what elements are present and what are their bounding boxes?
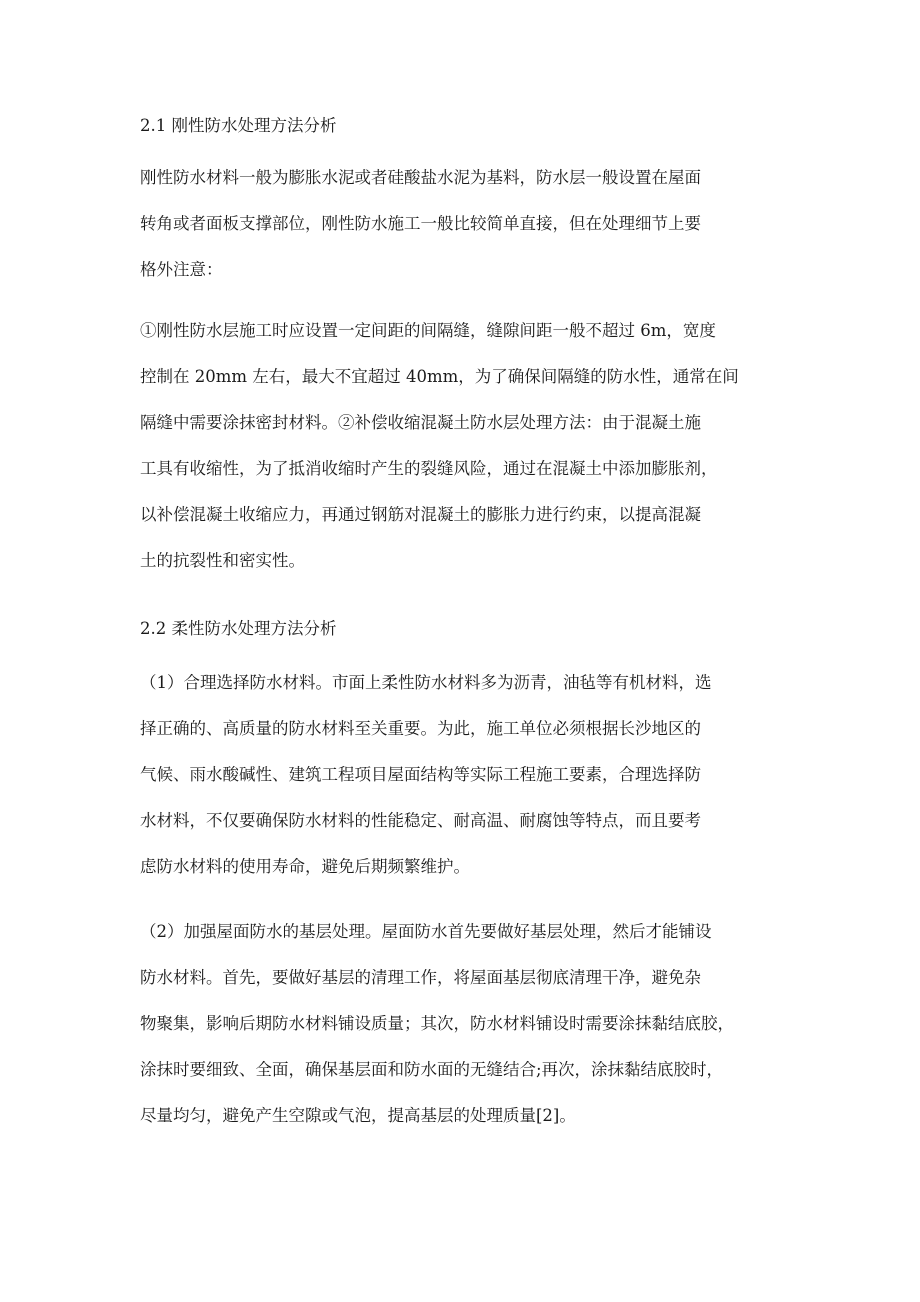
heading-text: 2.2 柔性防水处理方法分析 [140,619,337,638]
paragraph-line: （2）加强屋面防水的基层处理。屋面防水首先要做好基层处理，然后才能铺设 [140,922,712,941]
paragraph-line: 水材料，不仅要确保防水材料的性能稳定、耐高温、耐腐蚀等特点，而且要考 [140,811,701,830]
paragraph-line: 防水材料。首先，要做好基层的清理工作，将屋面基层彻底清理干净，避免杂 [140,968,701,987]
paragraph-line: 工具有收缩性，为了抵消收缩时产生的裂缝风险，通过在混凝土中添加膨胀剂， [140,459,718,478]
paragraph-line: 尽量均匀，避免产生空隙或气泡，提高基层的处理质量[2]。 [140,1106,576,1125]
paragraph-line: 择正确的、高质量的防水材料至关重要。为此，施工单位必须根据长沙地区的 [140,719,701,738]
paragraph-line: 物聚集，影响后期防水材料铺设质量；其次，防水材料铺设时需要涂抹黏结底胶， [140,1014,734,1033]
paragraph-line: 刚性防水材料一般为膨胀水泥或者硅酸盐水泥为基料，防水层一般设置在屋面 [140,168,701,187]
paragraph-line: 以补偿混凝土收缩应力，再通过钢筋对混凝土的膨胀力进行约束，以提高混凝 [140,505,701,524]
paragraph-line: （1）合理选择防水材料。市面上柔性防水材料多为沥青，油毡等有机材料，选 [140,673,712,692]
paragraph-line: 土的抗裂性和密实性。 [140,551,305,570]
paragraph-line: 涂抹时要细致、全面，确保基层面和防水面的无缝结合;再次，涂抹黏结底胶时， [140,1060,724,1079]
paragraph-line: 气候、雨水酸碱性、建筑工程项目屋面结构等实际工程施工要素，合理选择防 [140,765,701,784]
paragraph-line: 隔缝中需要涂抹密封材料。②补偿收缩混凝土防水层处理方法：由于混凝土施 [140,413,701,432]
paragraph-line: ①刚性防水层施工时应设置一定间距的间隔缝，缝隙间距一般不超过 6m，宽度 [140,321,716,340]
paragraph-line: 控制在 20mm 左右，最大不宜超过 40mm，为了确保间隔缝的防水性，通常在间 [140,367,739,386]
paragraph-line: 虑防水材料的使用寿命，避免后期频繁维护。 [140,857,470,876]
heading-text: 2.1 刚性防水处理方法分析 [140,116,337,135]
paragraph-line: 转角或者面板支撑部位，刚性防水施工一般比较简单直接，但在处理细节上要 [140,214,701,233]
paragraph-line: 格外注意： [140,260,223,279]
